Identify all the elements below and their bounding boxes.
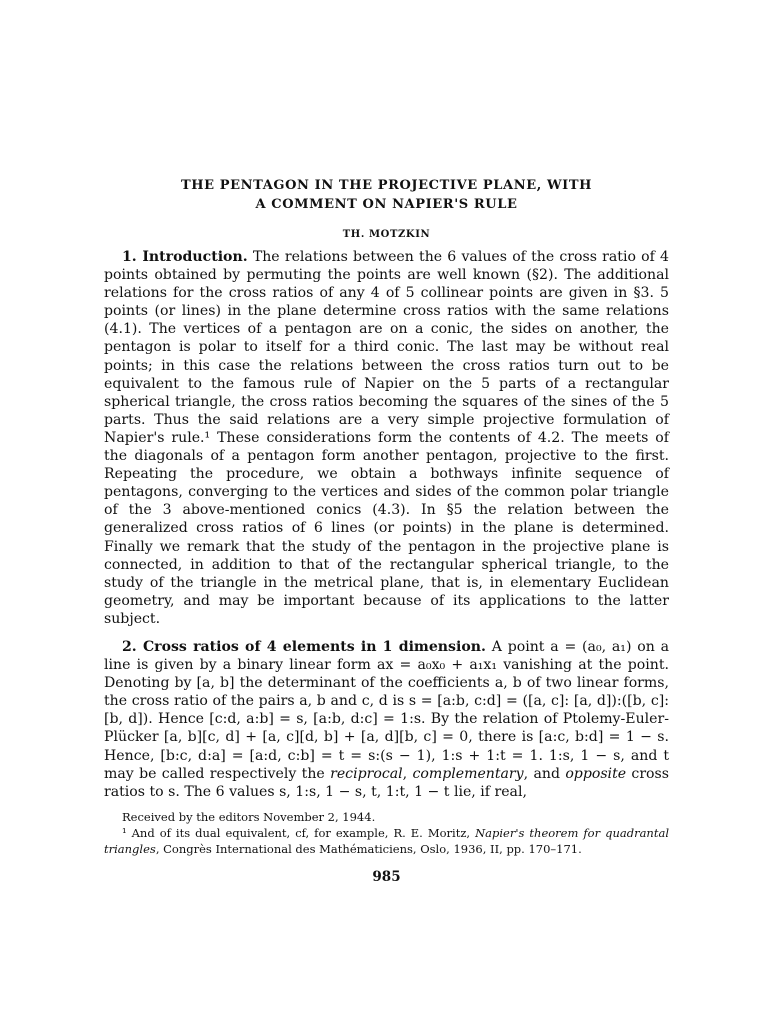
article-page: [104, 176, 669, 885]
cross-ratio-paragraph: [104, 638, 669, 801]
title-line-2: A COMMENT ON NAPIER'S RULE: [255, 197, 518, 212]
introduction-paragraph: [104, 248, 669, 628]
page-number: 985: [372, 868, 401, 885]
separator-and: , and: [523, 765, 566, 782]
term-complementary: complementary: [412, 765, 524, 782]
section-1-heading: 1. Introduction.: [122, 249, 248, 265]
section-2-text-a: A point a = (a₀, a₁) on a line is given by a binary linear form ax = a₀x₀ + a₁x₁ vanishing at the point. Denoting by [a, b] the determinant of the coefficients a, b of two linear forms, the cross ratio of the pairs a, b and c, d is s = [a:b, c:d] = ([a, c]: [a, d]):([b, c]: [b, d]). Hence [c:d, a:b] = s, [a:b, d:c] = 1:s. By the relation of Ptolemy-Euler-Plücker [a, b][c, d] + [a, c][d, b] + [a, d][b, c] = 0, there is [a:c, b:d] = 1 − s. Hence, [b:c, d:a] = [a:d, c:b] = t = s:(s − 1), 1:s + 1:t = 1. 1:s, 1 − s, and t may be called respectively the: [104, 638, 669, 782]
term-opposite: opposite: [565, 765, 627, 782]
section-2-heading: 2. Cross ratios of 4 elements in 1 dimension.: [122, 638, 486, 655]
footnote-1: [104, 825, 669, 857]
footnote-1-title: Napier's theorem for quadrantal triangles: [104, 825, 669, 856]
received-note: Received by the editors November 2, 1944.: [122, 809, 376, 824]
separator-comma: ,: [402, 765, 413, 782]
section-2-text-b: cross ratios to s. The 6 values s, 1:s, 1 − s, t, 1:t, 1 − t lie, if real,: [104, 765, 670, 800]
term-reciprocal: reciprocal: [330, 765, 403, 782]
footnotes: [104, 809, 669, 857]
footnote-1-text-a: ¹ And of its dual equivalent, cf, for example, R. E. Moritz,: [122, 825, 476, 840]
footnote-1-text-b: , Congrès International des Mathématiciens, Oslo, 1936, II, pp. 170–171.: [155, 841, 582, 856]
article-title: [104, 176, 669, 214]
section-1-text: The relations between the 6 values of the cross ratio of 4 points obtained by permuting the points are well known (§2). The additional relations for the cross ratios of any 4 of 5 collinear points are given in §3. 5 points (or lines) in the plane determine cross ratios with the same relations (4.1). The vertices of a pentagon are on a conic, the sides on another, the pentagon is polar to itself for a third conic. The last may be without real points; in this case the relations between the cross ratios turn out to be equivalent to the famous rule of Napier on the 5 parts of a rectangular spherical triangle, the cross ratios becoming the squares of the sines of the 5 parts. Thus the said relations are a very simple projective formulation of Napier's rule.¹ These considerations form the contents of 4.2. The meets of the diagonals of a pentagon form another pentagon, projective to the first. Repeating the procedure, we obtain a bothways infinite sequence of pentagons, converging to the vertices and sides of the common polar triangle of the 3 above-mentioned conics (4.3). In §5 the relation between the generalized cross ratios of 6 lines (or points) in the plane is determined. Finally we remark that the study of the pentagon in the projective plane is connected, in addition to that of the rectangular spherical triangle, to the study of the triangle in the metrical plane, that is, in elementary Euclidean geometry, and may be important because of its applications to the latter subject.: [104, 249, 669, 627]
author-name: TH. MOTZKIN: [342, 229, 431, 240]
title-line-1: THE PENTAGON IN THE PROJECTIVE PLANE, WITH: [181, 178, 592, 193]
